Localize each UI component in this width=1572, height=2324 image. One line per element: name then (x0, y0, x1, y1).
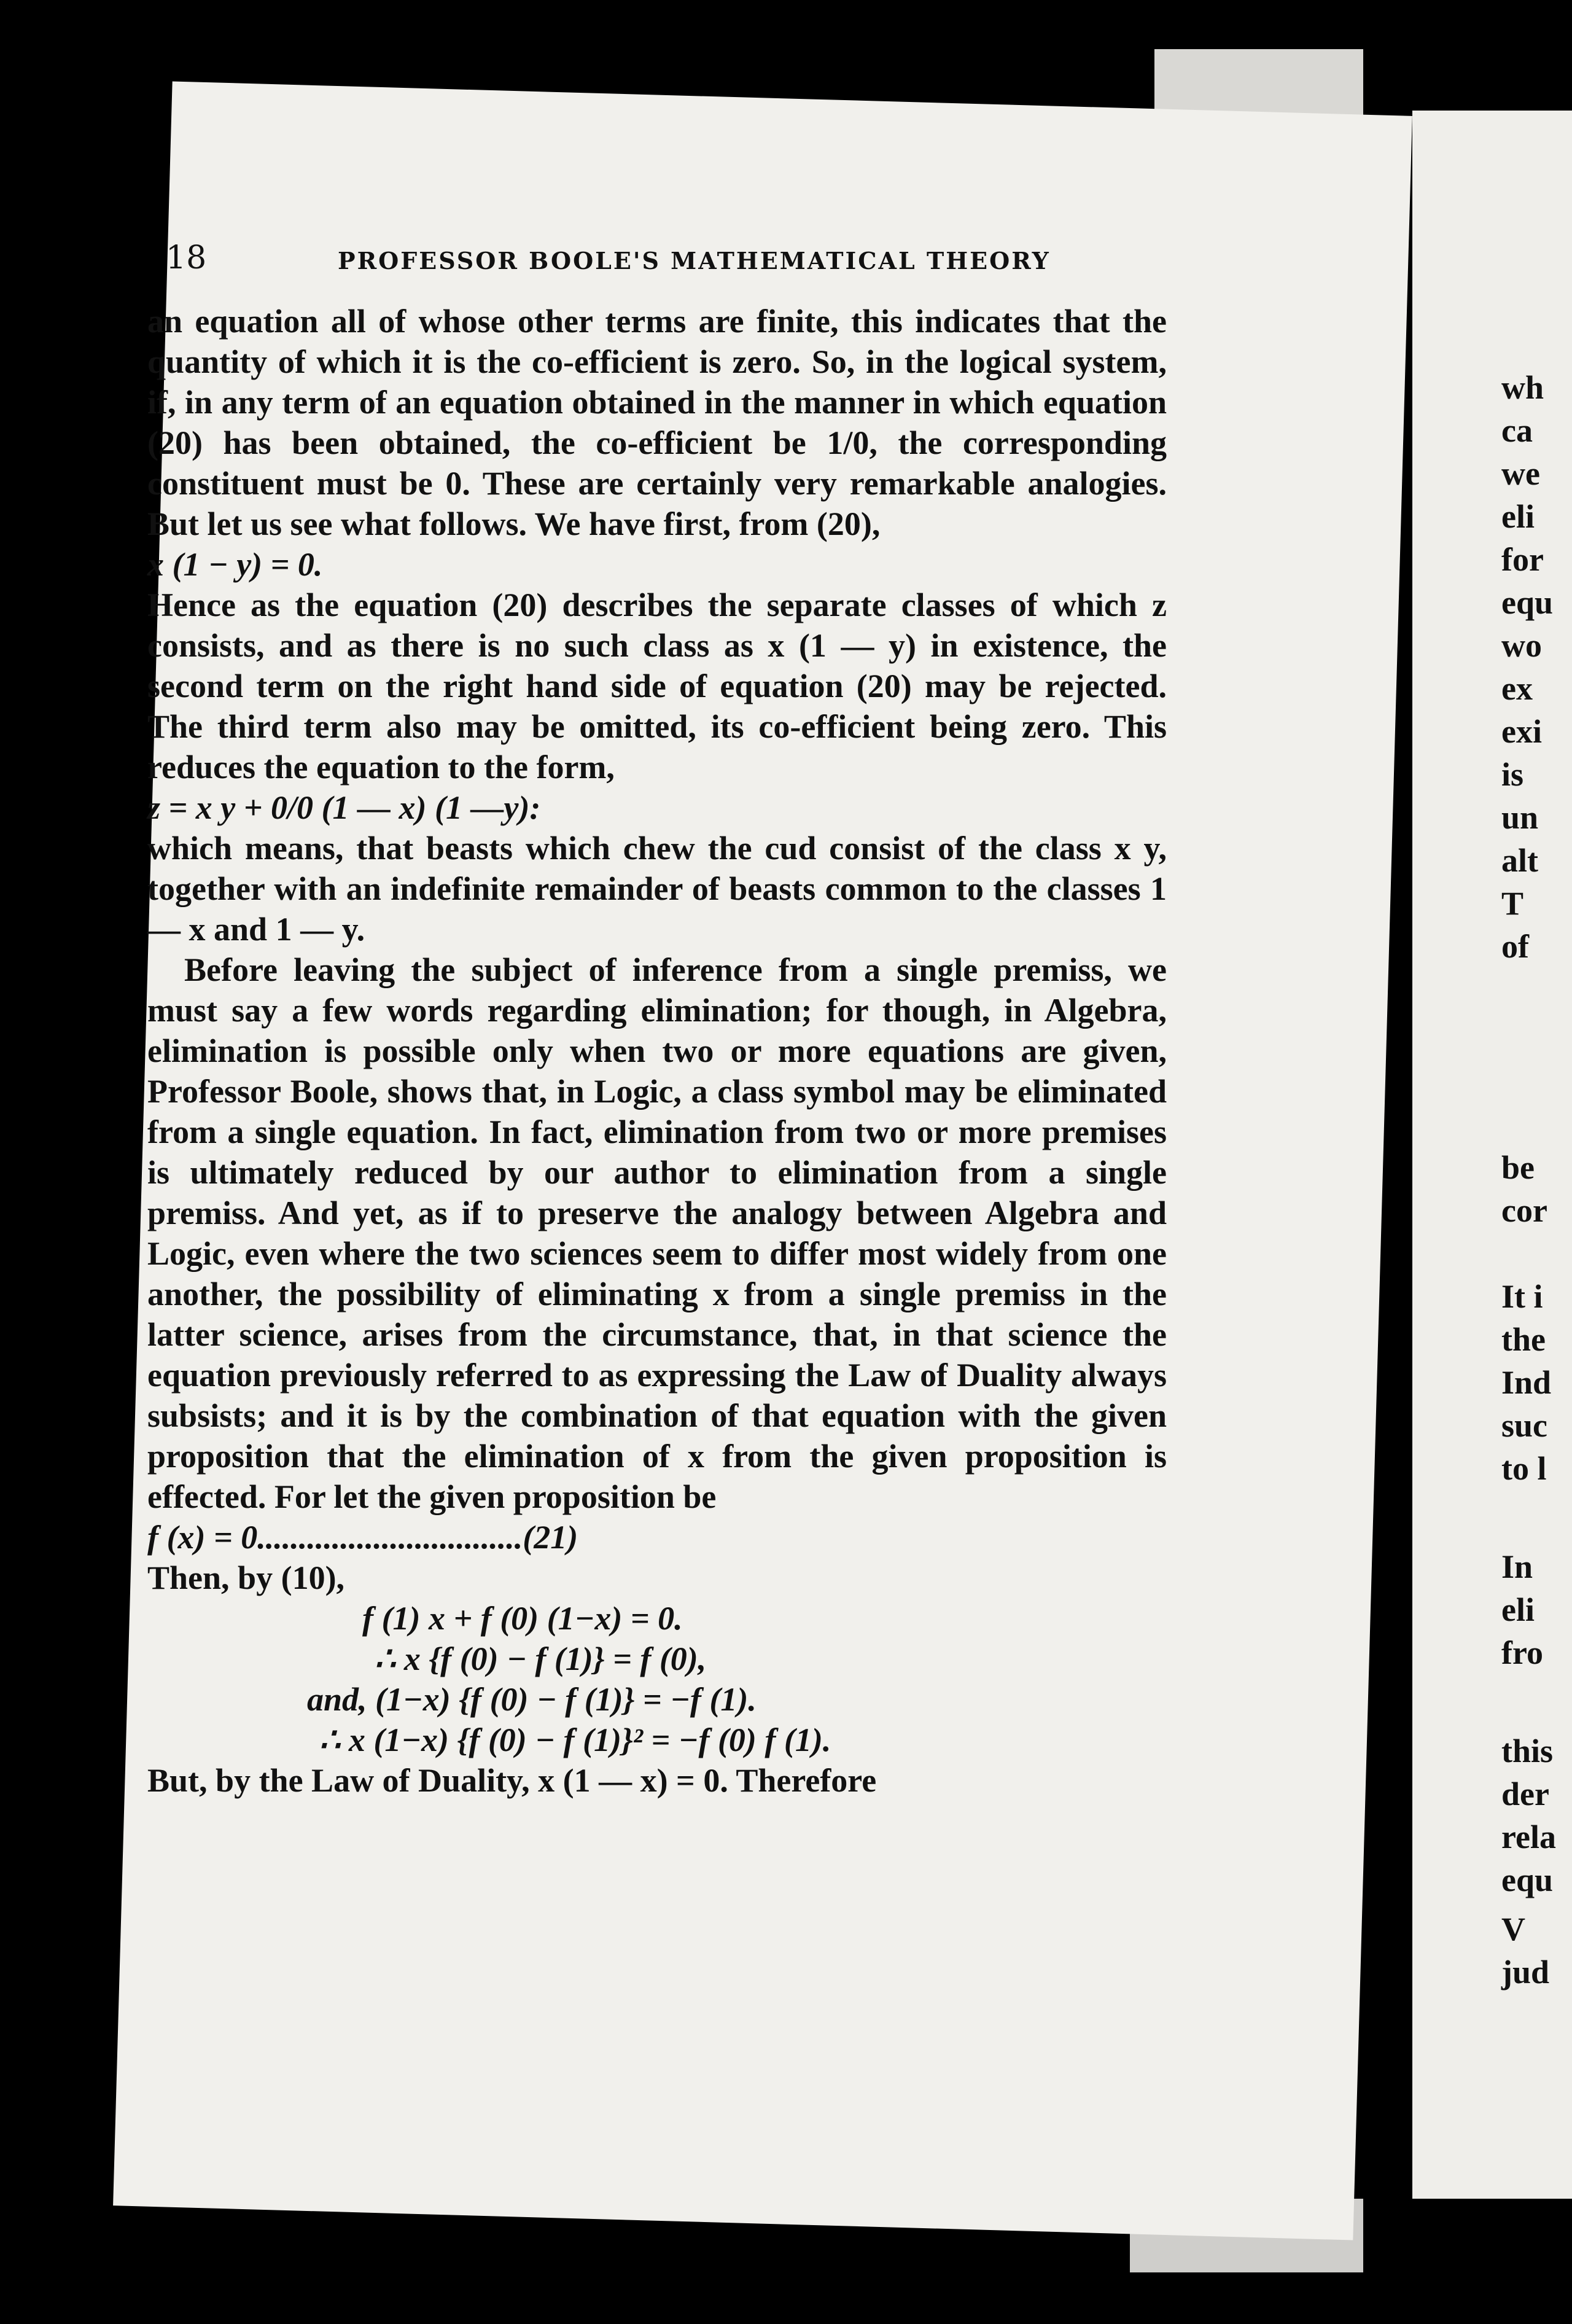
equation-1: x (1 − y) = 0. (147, 546, 323, 583)
math-line-3: and, (1−x) {f (0) − f (1)} = −f (1). (307, 1681, 757, 1718)
facing-page-fragment: T (1501, 885, 1524, 922)
facing-page-fragment: alt (1501, 842, 1538, 879)
equation-2: z = x y + 0/0 (1 — x) (1 —y): (147, 789, 541, 826)
facing-page-fragment: be (1501, 1149, 1535, 1186)
facing-page-fragment: In (1501, 1548, 1533, 1585)
paragraph-4: Before leaving the subject of inference from a single premiss, we must say a few words regarding elimination; for though, in Algebra, elimination is possible only when two or more equations are given, Professor Boole, shows that, in Logic, a class symbol may be eliminated from a single equation. In fact, elimination from two or more premises is ultimately reduced by our author to elimination from a single premiss. And yet, as if to preserve the analogy between Algebra and Logic, even where the two sciences seem to differ most widely from one another, the possibility of eliminating x from a single premiss in the latter science, arises from the circumstance, that, in that science the equation previously referred to as expressing the Law of Duality always subsists; and it is by the combination of that equation with the given proposition that the elimination of x from the given proposition is effected. For let the given proposition be (147, 951, 1167, 1515)
facing-page-fragment: for (1501, 541, 1544, 578)
facing-page-fragment: rela (1501, 1819, 1556, 1855)
facing-page-fragment: eli (1501, 498, 1535, 535)
facing-page-fragment: ex (1501, 670, 1533, 707)
facing-page-fragment: wo (1501, 627, 1542, 664)
facing-page-fragment: the (1501, 1321, 1546, 1358)
math-line-1: f (1) x + f (0) (1−x) = 0. (362, 1600, 683, 1637)
facing-page-fragment: eli (1501, 1591, 1535, 1628)
facing-page-fragment: cor (1501, 1192, 1547, 1229)
facing-page-fragment: equ (1501, 1862, 1554, 1898)
facing-page-fragment: we (1501, 455, 1540, 492)
facing-page-fragment: un (1501, 799, 1539, 836)
paragraph-3: which means, that beasts which chew the cud consist of the class x y, together with an indefinite remainder of beasts common to the classes 1 — x and 1 — y. (147, 830, 1167, 948)
facing-page-fragment: this (1501, 1733, 1554, 1769)
paragraph-2: Hence as the equation (20) describes the separate classes of which z consists, and as there is no such class as x (1 — y) in existence, the second term on the right hand side of equation (20) may be rejected. The third term also may be omitted, its co-efficient being zero. This reduces the equation to the form, (147, 587, 1167, 786)
facing-page-fragment: equ (1501, 584, 1554, 621)
page-body (147, 301, 1167, 1801)
facing-page-fragment: is (1501, 756, 1524, 793)
facing-page-fragment: to l (1501, 1450, 1547, 1487)
math-line-2: ∴ x {f (0) − f (1)} = f (0), (375, 1640, 707, 1677)
facing-page-fragment: jud (1501, 1954, 1550, 1991)
facing-page-fragment: der (1501, 1776, 1549, 1812)
math-line-4: ∴ x (1−x) {f (0) − f (1)}² = −f (0) f (1). (319, 1722, 831, 1758)
paragraph-1: an equation all of whose other terms are finite, this indicates that the quantity of which it is the co-efficient is zero. So, in the logical system, if, in any term of an equation obtained in the manner in which equation (20) has been obtained, the co-efficient be 1/0, the corresponding constituent must be 0. These are certainly very remarkable analogies. But let us see what follows. We have first, from (20), (147, 303, 1167, 542)
facing-page-fragment: It i (1501, 1278, 1543, 1315)
then-line: Then, by (10), (147, 1559, 345, 1596)
facing-page-fragment: Ind (1501, 1364, 1552, 1401)
facing-page-fragment: wh (1501, 369, 1544, 406)
facing-page-fragment: V (1501, 1911, 1525, 1948)
last-line: But, by the Law of Duality, x (1 — x) = 0. Therefore (147, 1762, 877, 1799)
facing-page-fragment: exi (1501, 713, 1542, 750)
facing-page-fragment: fro (1501, 1634, 1543, 1671)
facing-page-fragment: suc (1501, 1407, 1548, 1444)
page-number: 18 (166, 240, 207, 276)
facing-page-fragment: ca (1501, 412, 1533, 449)
equation-21: f (x) = 0................................(21) (147, 1519, 578, 1556)
running-head: PROFESSOR BOOLE'S MATHEMATICAL THEORY (338, 247, 1051, 275)
math-derivation (147, 1598, 1167, 1760)
facing-page-fragment: of (1501, 928, 1529, 965)
